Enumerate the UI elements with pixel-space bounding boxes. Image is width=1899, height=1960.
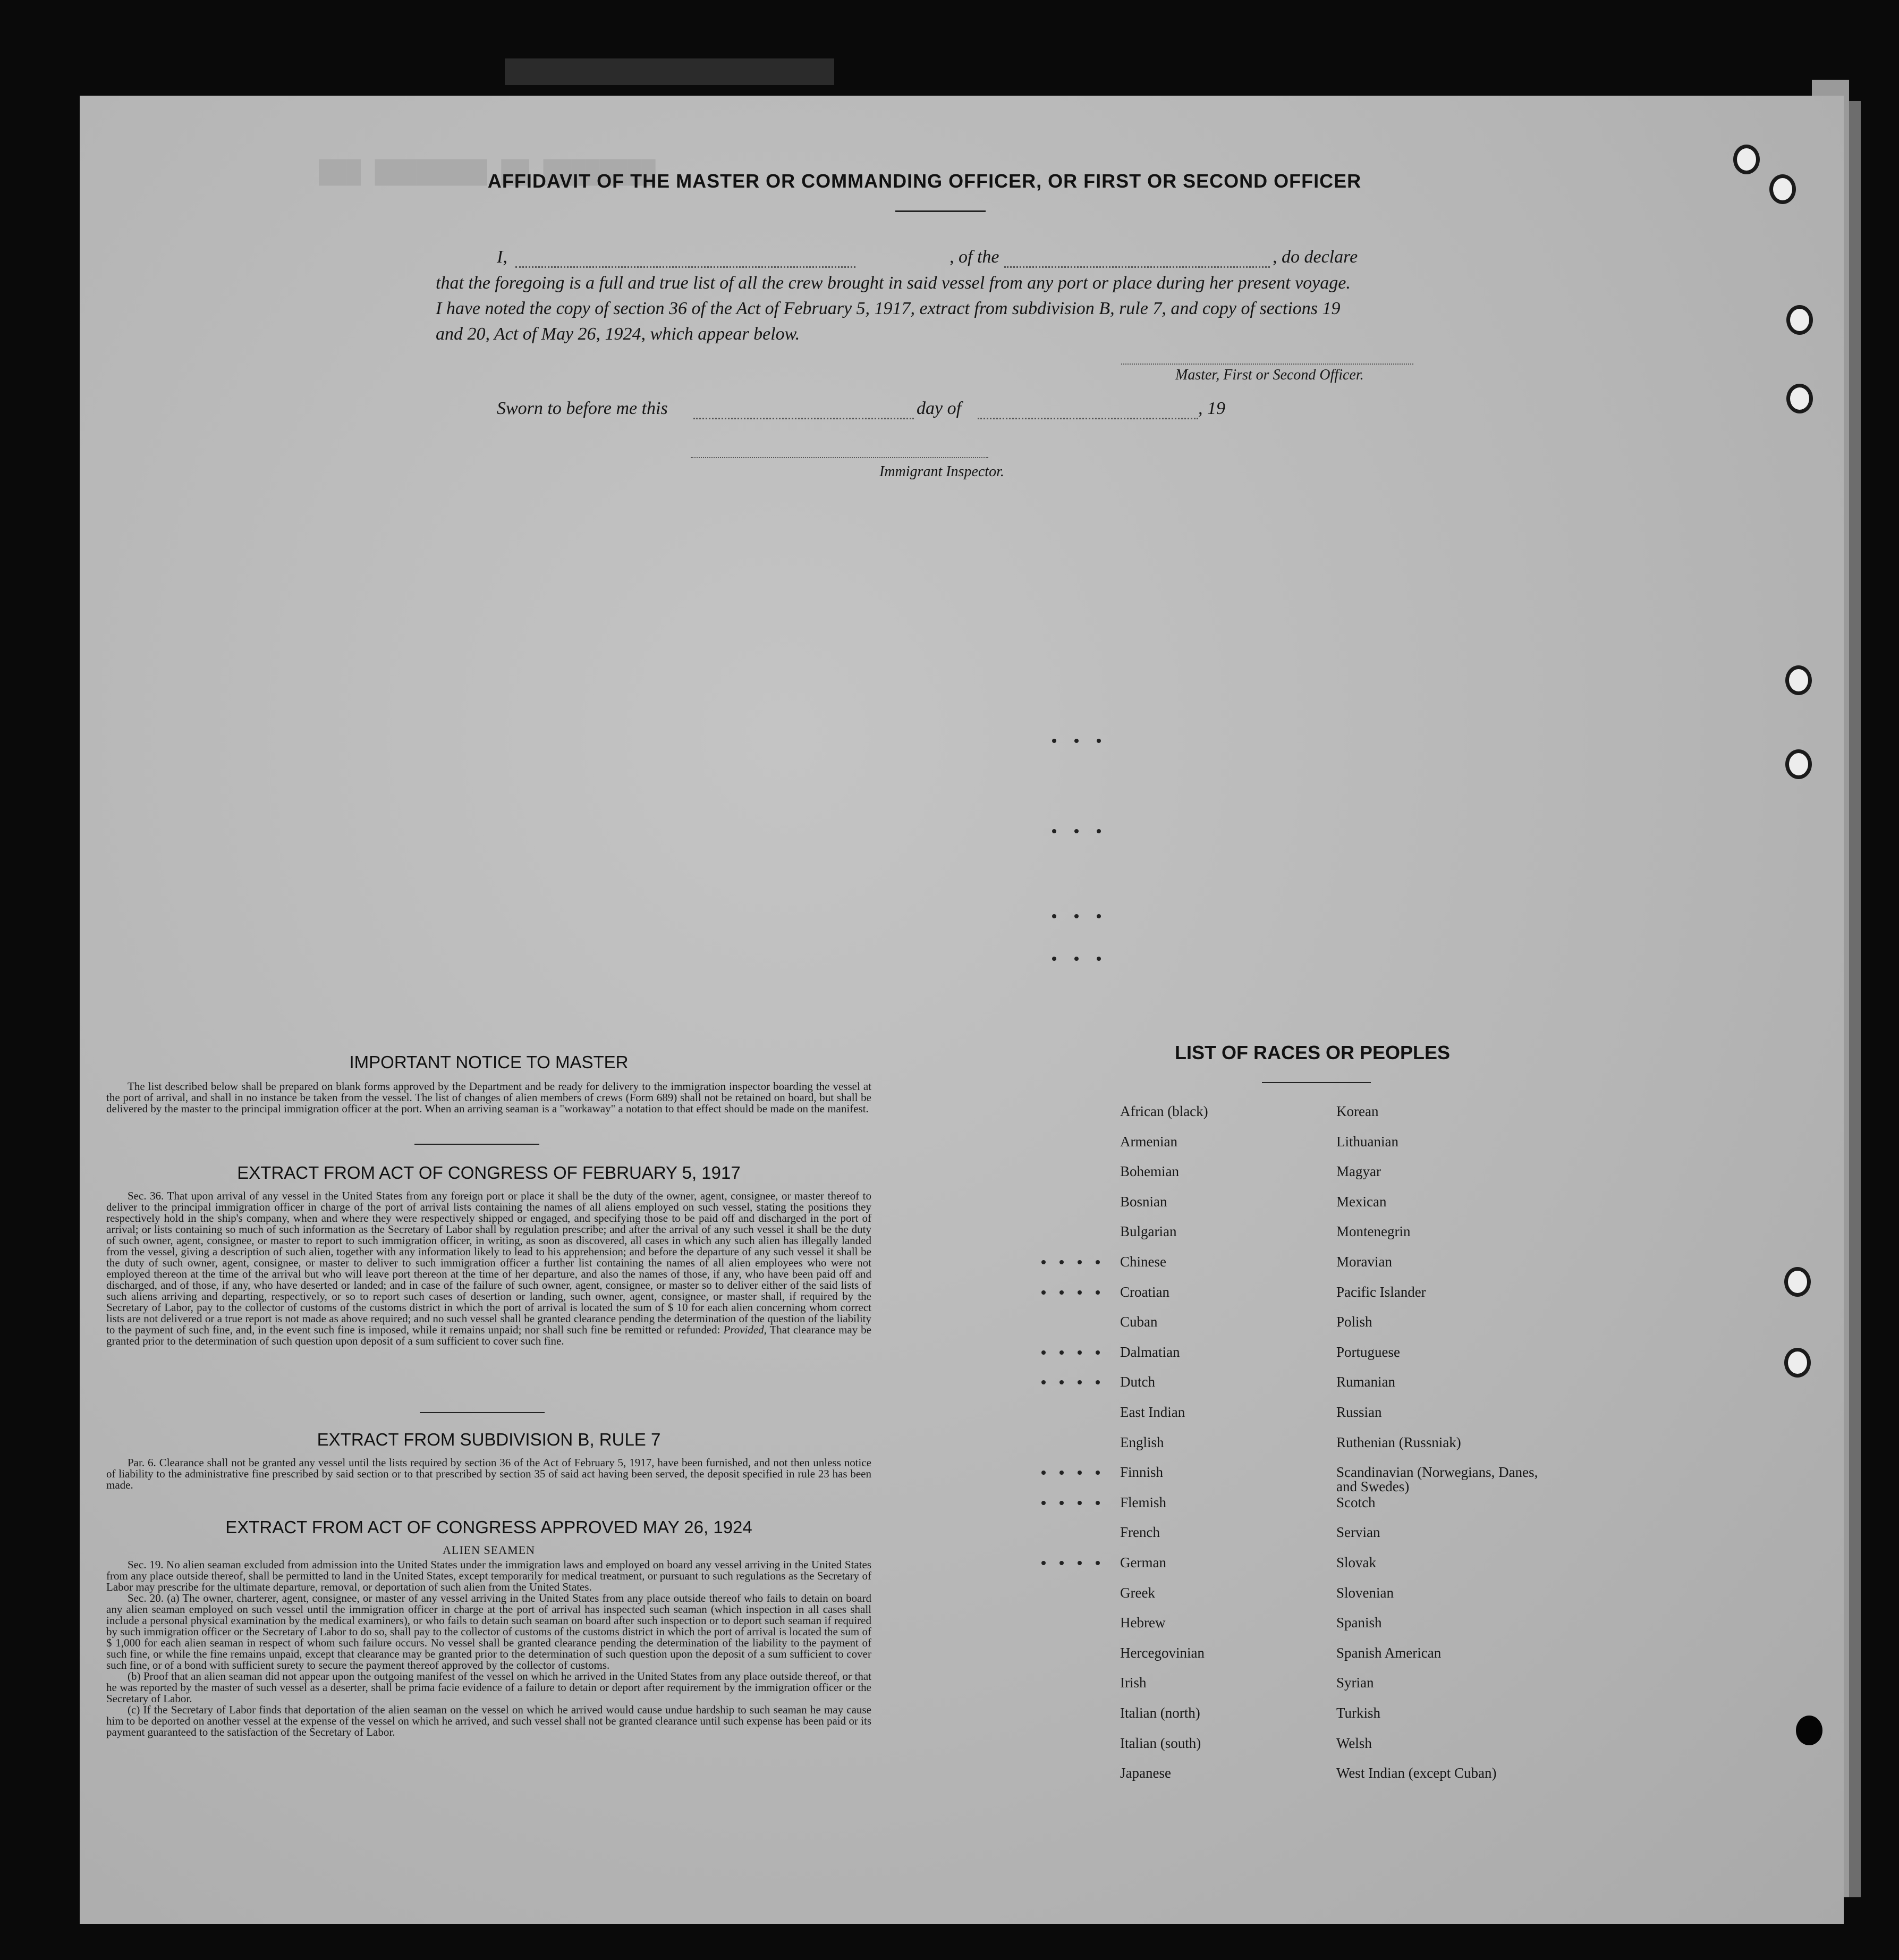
race-item: Greek [1120, 1584, 1155, 1601]
alien-seamen-subtitle: ALIEN SEAMEN [443, 1543, 535, 1557]
race-item: Servian [1336, 1524, 1380, 1541]
stamp-dot [1059, 1350, 1064, 1355]
punch-hole [1785, 665, 1812, 695]
race-item: Bosnian [1120, 1193, 1167, 1210]
rule7-body [106, 1457, 871, 1491]
inspector-signature-line[interactable] [691, 457, 988, 458]
bleed-through-texture: ███ ████████ ██ ████████ [319, 159, 656, 186]
race-item: English [1120, 1434, 1164, 1450]
sworn-label: Sworn to before me this [497, 399, 668, 418]
race-item: Rumanian [1336, 1374, 1395, 1390]
punch-hole [1784, 1267, 1811, 1297]
stamp-dot [1096, 1290, 1100, 1295]
race-item: Slovak [1336, 1555, 1377, 1570]
race-item: Italian (north) [1120, 1705, 1200, 1721]
year-label: , 19 [1198, 399, 1225, 418]
provided-word: Provided, [723, 1323, 767, 1336]
inspector-caption: Immigrant Inspector. [879, 463, 1004, 480]
race-item: Scandinavian (Norwegians, Danes, and Swedes) [1336, 1464, 1538, 1495]
race-item: Slovenian [1336, 1584, 1394, 1601]
race-item: Russian [1336, 1404, 1382, 1420]
stamp-dot [1097, 739, 1101, 743]
sec36-text-end: That clearance may be granted prior to the determination of such question upon deposit of a sum sufficient to cover such fine. [106, 1323, 872, 1347]
stamp-dot [1052, 957, 1056, 961]
stamp-dot [1041, 1501, 1046, 1505]
notice-title: IMPORTANT NOTICE TO MASTER [349, 1052, 629, 1072]
punch-hole [1786, 305, 1813, 335]
race-item: Croatian [1120, 1283, 1169, 1300]
stamp-dot [1078, 1290, 1082, 1295]
stamp-dot [1078, 1260, 1082, 1264]
race-item: Scotch [1336, 1494, 1376, 1510]
race-item: Dalmatian [1120, 1344, 1180, 1360]
punch-hole [1784, 1348, 1811, 1378]
race-item: Pacific Islander [1336, 1283, 1426, 1300]
extract-1924-title: EXTRACT FROM ACT OF CONGRESS APPROVED MAY 26, 1924 [225, 1517, 752, 1537]
stamp-dot [1096, 1350, 1100, 1355]
race-item: Portuguese [1336, 1344, 1400, 1360]
race-item: Lithuanian [1336, 1133, 1398, 1150]
sworn-day-field[interactable] [693, 418, 914, 419]
race-item: Korean [1336, 1103, 1379, 1119]
punch-hole [1796, 1716, 1822, 1745]
race-item: East Indian [1120, 1404, 1185, 1420]
affidavit-line-2: that the foregoing is a full and true list of all the crew brought in said vessel from any port or place during her present voyage. [436, 273, 1351, 293]
affidavit-i-label: I, [497, 247, 507, 267]
affidavit-title: AFFIDAVIT OF THE MASTER OR COMMANDING OFFICER, OR FIRST OR SECOND OFFICER [487, 170, 1362, 192]
section-rule [420, 1412, 545, 1413]
stamp-dot [1096, 1260, 1100, 1264]
stamp-dot [1052, 739, 1056, 743]
stamp-dot [1078, 1350, 1082, 1355]
affidavit-title-rule [895, 210, 986, 212]
section-rule [414, 1144, 539, 1145]
race-item: German [1120, 1555, 1166, 1570]
stamp-dot [1097, 957, 1101, 961]
race-item: Finnish [1120, 1464, 1164, 1481]
stamp-dot [1059, 1501, 1064, 1505]
race-item: Moravian [1336, 1254, 1392, 1270]
race-item: Spanish American [1336, 1644, 1442, 1661]
race-item: African (black) [1120, 1103, 1208, 1119]
master-caption: Master, First or Second Officer. [1175, 367, 1364, 383]
race-item: Hercegovinian [1120, 1644, 1205, 1661]
master-signature-line[interactable] [1121, 364, 1413, 365]
rule7-title: EXTRACT FROM SUBDIVISION B, RULE 7 [317, 1430, 661, 1449]
punch-hole [1733, 145, 1760, 174]
sec20c-paragraph: (c) If the Secretary of Labor finds that deportation of the alien seaman on the vessel on which he arrived would cause undue hardship to such seaman he may cause him to be deported on another vessel at the expense of the vessel on which he arrived, and such vessel shall not be granted clearance until such expense has been paid or its payment guaranteed to the satisfaction of the Secretary of Labor. [106, 1703, 871, 1738]
race-item: West Indian (except Cuban) [1336, 1765, 1497, 1781]
affidavit-of-the-label: , of the [949, 247, 999, 267]
race-item: Cuban [1120, 1314, 1158, 1330]
race-item: Bohemian [1120, 1163, 1179, 1180]
stamp-dot [1074, 957, 1079, 961]
stamp-dot [1074, 829, 1079, 833]
punch-hole [1785, 749, 1812, 779]
sec36-text: Sec. 36. That upon arrival of any vessel in the United States from any foreign port or place it shall be the duty of the owner, agent, consignee, or master thereof to deliver to the principal immigration officer in charge of the port of arrival lists containing the names of all aliens employed on such vessel, stating the positions they respectively hold in the ship's company, when and where they were respectively shipped or engaged, and specifying those to be paid off and discharged in the port of arrival; or lists containing so much of such information as the Secretary of Labor shall by regulation prescribe; and after the arrival of any such vessel it shall be the duty of such owner, agent, consignee, or master to report to such immigration officer, in writing, as soon as discovered, all cases in which any such alien has illegally landed from the vessel, giving a description of such alien, together with any information likely to lead to his apprehension; and before the departure of any such vessel it shall be the duty of such owner, agent, consignee, or master to deliver to such immigration officer a further list containing the names of all alien employees who were not employed thereon at the time of the arrival but who will leave port thereon at the time of her departure, and also the names of those, if any, who have been paid off and discharged, and of those, if any, who have deserted or landed; and in case of the failure of such owner, agent, consignee, or master so to deliver either of the said lists of such aliens arriving and departing, respectively, or so to report such cases of desertion or landing, such owner, agent, consignee, or master shall, if required by the Secretary of Labor, pay to the collector of customs of the customs district in which the port of arrival is located the sum of $ 10 for each alien concerning whom correct lists are not delivered or a true report is not made as above required; and no such vessel shall be granted clearance pending the determination of the question of the liability to the payment of such fine, and, in the event such fine is imposed, while it remains unpaid; nor shall such fine be remitted or refunded: [106, 1189, 871, 1336]
affidavit-line-3: I have noted the copy of section 36 of the Act of February 5, 1917, extract from subdivision B, rule 7, and copy of sections 19 [436, 299, 1341, 318]
affidavit-name-field[interactable] [515, 266, 855, 268]
race-item: Chinese [1120, 1254, 1166, 1270]
notice-body [106, 1081, 871, 1114]
sec36-paragraph [106, 1190, 871, 1347]
stamp-dot [1059, 1561, 1064, 1565]
race-item: Irish [1120, 1675, 1147, 1691]
stamp-dot [1041, 1260, 1046, 1264]
stamp-dot [1078, 1501, 1082, 1505]
race-item: Hebrew [1120, 1615, 1166, 1631]
stamp-dot [1096, 1501, 1100, 1505]
race-item: Montenegrin [1336, 1223, 1411, 1240]
page-edge-side [1849, 101, 1861, 1897]
race-item: Syrian [1336, 1675, 1374, 1691]
race-item: Polish [1336, 1314, 1372, 1330]
stamp-dot [1074, 739, 1079, 743]
stamp-dot [1097, 914, 1101, 918]
stamp-dot [1097, 829, 1101, 833]
stamp-dot [1052, 914, 1056, 918]
race-item: Welsh [1336, 1735, 1372, 1751]
top-tab-strip [505, 58, 834, 85]
sec20a-paragraph: Sec. 20. (a) The owner, charterer, agent, consignee, or master of any vessel arriving in the United States from any place outside thereof who fails to detain on board any alien seaman employed on such vessel until the immigration officer in charge at the port of arrival has inspected such seaman (which inspection in all cases shall include a personal physical examination by the medical examiners), or who fails to detain such seaman on board after such inspection or to deport such seaman if required by such immigration officer or the Secretary of Labor to do so, shall pay to the collector of customs of the customs district in which the port of arrival is located the sum of $ 1,000 for each alien seaman in respect of whom such failure occurs. No vessel shall be granted clearance pending the determination of the liability to the payment of such fine, or while the fine remains unpaid, except that clearance may be granted prior to the determination of such question upon the deposit of a sum sufficient to cover such fine, or of a bond with sufficient surety to secure the payment thereof approved by the collector of customs. [106, 1592, 871, 1671]
stamp-dot [1052, 829, 1056, 833]
stamp-dot [1078, 1561, 1082, 1565]
sec20b-paragraph: (b) Proof that an alien seaman did not appear upon the outgoing manifest of the vessel on which he arrived in the United States from any place outside thereof, or that he was reported by the master of such vessel as a deserter, shall be prima facie evidence of a failure to detain or deport after requirement by the immigration officer or the Secretary of Labor. [106, 1670, 871, 1705]
affidavit-do-declare-label: , do declare [1273, 247, 1358, 267]
punch-hole [1786, 384, 1813, 413]
day-of-label: day of [917, 399, 962, 418]
race-item: Flemish [1120, 1494, 1167, 1510]
race-item: French [1120, 1524, 1160, 1541]
affidavit-line-4: and 20, Act of May 26, 1924, which appear below. [436, 324, 800, 344]
stamp-dot [1059, 1290, 1064, 1295]
affidavit-vessel-field[interactable] [1004, 266, 1270, 268]
extract-1924-body [106, 1559, 871, 1738]
stamp-dot [1041, 1561, 1046, 1565]
race-item: Dutch [1120, 1374, 1155, 1390]
races-title-rule [1262, 1082, 1371, 1083]
race-item: Japanese [1120, 1765, 1171, 1781]
sec19-paragraph: Sec. 19. No alien seaman excluded from admission into the United States under the immigration laws and employed on board any vessel arriving in the United States from any place outside thereof, shall be permitted to land in the United States, except temporarily for medical treatment, or pursuant to such regulations as the Secretary of Labor may prescribe for the ultimate departure, removal, or deportation of such alien from the United States. [106, 1558, 871, 1593]
stamp-dot [1041, 1290, 1046, 1295]
race-item: Armenian [1120, 1133, 1177, 1150]
stamp-dot [1096, 1561, 1100, 1565]
race-item: Italian (south) [1120, 1735, 1201, 1751]
stamp-dot [1059, 1260, 1064, 1264]
sworn-month-field[interactable] [978, 418, 1198, 419]
stamp-dot [1074, 914, 1079, 918]
race-item: Bulgarian [1120, 1223, 1177, 1240]
races-title: LIST OF RACES OR PEOPLES [1174, 1042, 1451, 1063]
race-item: Spanish [1336, 1615, 1382, 1631]
race-item: Turkish [1336, 1705, 1381, 1721]
race-item: Magyar [1336, 1163, 1381, 1180]
stamp-dot [1041, 1350, 1046, 1355]
par6-paragraph: Par. 6. Clearance shall not be granted any vessel until the lists required by section 36 of the Act of February 5, 1917, have been furnished, and not then unless notice of liability to the administrative fine prescribed by said section or to that prescribed by section 35 of said act having been served, the deposit specified in rule 23 has been made. [106, 1456, 871, 1491]
race-item: Mexican [1336, 1193, 1387, 1210]
punch-hole [1769, 174, 1796, 204]
extract-1917-body [106, 1190, 871, 1347]
notice-paragraph: The list described below shall be prepared on blank forms approved by the Department and be ready for delivery to the immigration inspector boarding the vessel at the port of arrival, and shall in no instance be taken from the vessel. The list of changes of alien members of crews (Form 689) shall not be retained on board, but shall be delivered by the master to the principal immigration officer at the port. When an arriving seaman is a "workaway" a notation to that effect should be made on the manifest. [106, 1080, 871, 1115]
race-item: Ruthenian (Russniak) [1336, 1434, 1461, 1450]
extract-1917-title: EXTRACT FROM ACT OF CONGRESS OF FEBRUARY 5, 1917 [237, 1163, 741, 1182]
